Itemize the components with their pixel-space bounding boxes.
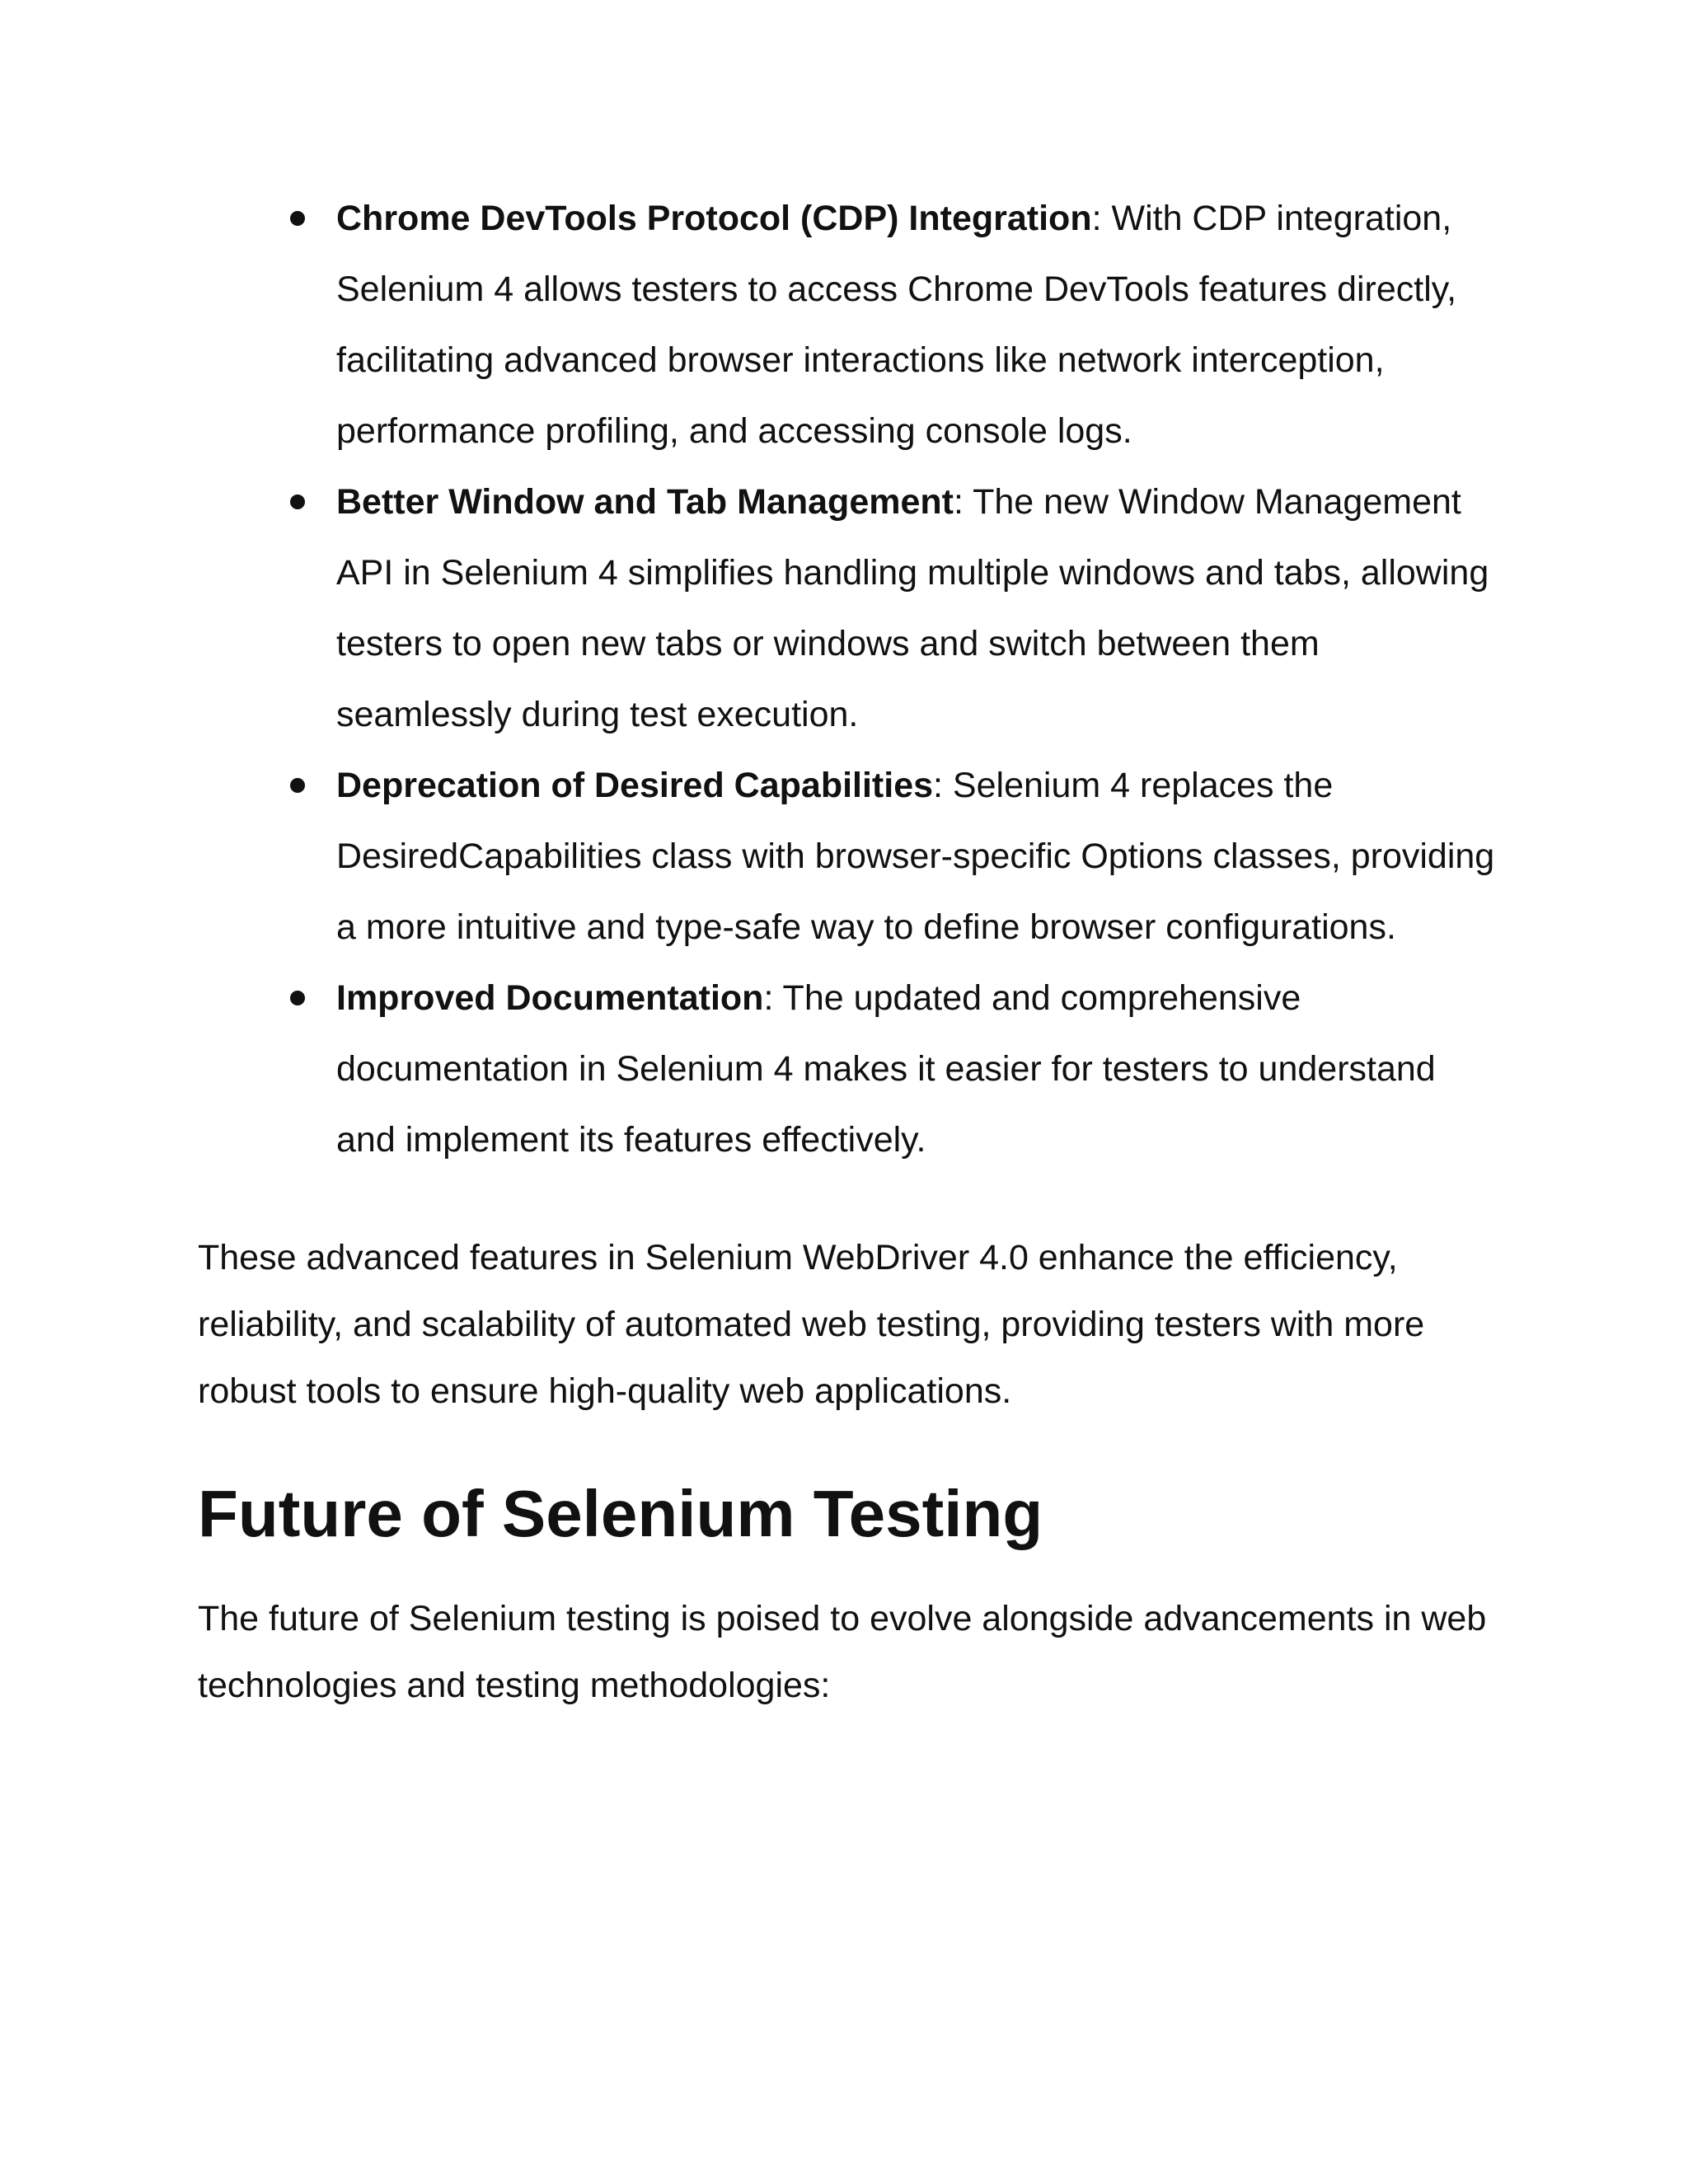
list-item-cdp-integration (336, 183, 1500, 466)
section-heading: Future of Selenium Testing (198, 1477, 1043, 1550)
list-item-text: : Selenium 4 replaces the DesiredCapabilities class with browser-specific Options classes, providing a more intuitive and type-safe way to define browser configurations. (336, 766, 1495, 947)
bullet-icon (290, 211, 305, 226)
bullet-icon (290, 494, 305, 509)
document-content (198, 183, 1500, 1719)
list-item-text: : With CDP integration, Selenium 4 allows testers to access Chrome DevTools features directly, facilitating advanced browser interactions like network interception, performance profiling, and accessing console logs. (336, 199, 1457, 451)
list-item-title: Chrome DevTools Protocol (CDP) Integration (336, 199, 1092, 238)
list-item-text: : The updated and comprehensive documentation in Selenium 4 makes it easier for testers to understand and implement its features effectively. (336, 978, 1436, 1160)
section-intro-paragraph: The future of Selenium testing is poised to evolve alongside advancements in web technologies and testing methodologies: (198, 1599, 1487, 1705)
feature-list (198, 183, 1500, 1175)
list-item-title: Deprecation of Desired Capabilities (336, 766, 934, 805)
list-item-title: Improved Documentation (336, 978, 764, 1018)
list-item-window-tab-management (336, 466, 1500, 750)
list-item-title: Better Window and Tab Management (336, 482, 954, 522)
list-item-documentation (336, 963, 1500, 1175)
bullet-icon (290, 778, 305, 793)
list-item-text: : The new Window Management API in Selenium 4 simplifies handling multiple windows and tabs, allowing testers to open new tabs or windows and switch between them seamlessly during test execution. (336, 482, 1489, 734)
bullet-icon (290, 991, 305, 1005)
summary-paragraph: These advanced features in Selenium WebDriver 4.0 enhance the efficiency, reliability, and scalability of automated web testing, providing testers with more robust tools to ensure high-quality web applications. (198, 1238, 1425, 1411)
list-item-desired-capabilities (336, 750, 1500, 963)
